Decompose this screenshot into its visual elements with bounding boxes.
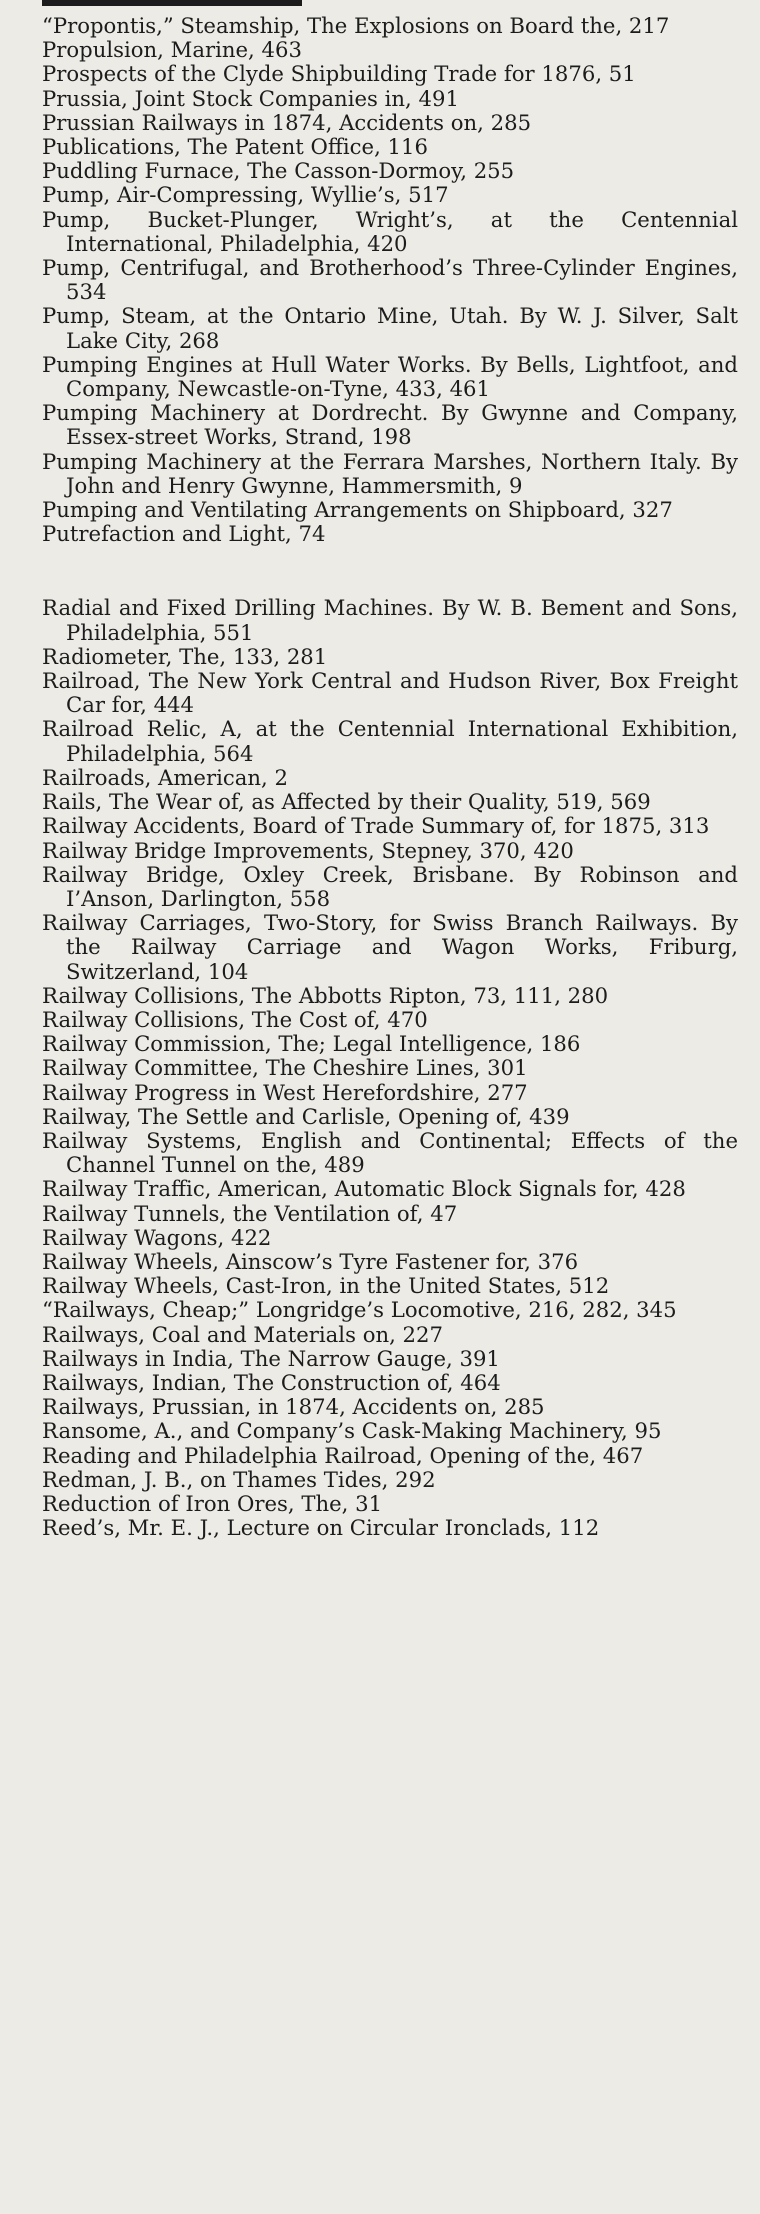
index-entry: Railway Wagons, 422 bbox=[42, 1224, 272, 1250]
index-entry: Railway Collisions, The Abbotts Ripton, 73, 111, 280 bbox=[42, 982, 609, 1008]
index-entry: Putrefaction and Light, 74 bbox=[42, 521, 326, 547]
index-entry: Railway Committee, The Cheshire Lines, 301 bbox=[42, 1055, 528, 1081]
index-entry: Radiometer, The, 133, 281 bbox=[42, 643, 328, 669]
index-entry: Railway Tunnels, the Ventilation of, 47 bbox=[42, 1200, 458, 1226]
index-entry: Railways, Coal and Materials on, 227 bbox=[42, 1321, 444, 1347]
index-entry: Railway Wheels, Ainscow’s Tyre Fastener for, 376 bbox=[42, 1248, 579, 1274]
index-entry: Railway Bridge Improvements, Stepney, 370, 420 bbox=[42, 837, 574, 863]
index-entry: Railway, The Settle and Carlisle, Opening of, 439 bbox=[42, 1103, 570, 1129]
index-entry: Pumping Engines at Hull Water Works. By Bells, Lightfoot, and Company, Newcastle-on-Tyne, 433, 461 bbox=[42, 351, 738, 402]
index-entry: Prussian Railways in 1874, Accidents on, 285 bbox=[42, 109, 532, 135]
index-entry: Railway Traffic, American, Automatic Block Signals for, 428 bbox=[42, 1176, 686, 1202]
index-entry: Radial and Fixed Drilling Machines. By W. B. Bement and Sons, Philadelphia, 551 bbox=[42, 595, 738, 645]
index-entry: Railway Commission, The; Legal Intelligence, 186 bbox=[42, 1031, 581, 1057]
index-entry: Pump, Bucket-Plunger, Wright’s, at the Centennial International, Philadelphia, 420 bbox=[42, 206, 738, 256]
top-rule bbox=[42, 0, 302, 6]
index-section-r bbox=[42, 596, 738, 1540]
index-entry: Railway Collisions, The Cost of, 470 bbox=[42, 1006, 428, 1032]
index-entry: Pumping Machinery at Dordrecht. By Gwynne and Company, Essex-street Works, Strand, 198 bbox=[42, 400, 738, 450]
index-entry: Puddling Furnace, The Casson-Dormoy, 255 bbox=[42, 158, 515, 184]
index-entry: Railroad, The New York Central and Hudson River, Box Freight Car for, 444 bbox=[42, 668, 738, 718]
index-entry: “Railways, Cheap;” Longridge’s Locomotive, 216, 282, 345 bbox=[42, 1297, 677, 1323]
index-entry: Railroads, American, 2 bbox=[42, 764, 288, 790]
index-entry: Reed’s, Mr. E. J., Lecture on Circular Ironclads, 112 bbox=[42, 1515, 600, 1541]
index-entry: Pump, Centrifugal, and Brotherhood’s Three-Cylinder Engines, 534 bbox=[42, 255, 738, 305]
index-entry: Railways, Prussian, in 1874, Accidents on, 285 bbox=[42, 1394, 545, 1420]
index-entry: Rails, The Wear of, as Affected by their Quality, 519, 569 bbox=[42, 789, 651, 815]
index-entry: Railway Carriages, Two-Story, for Swiss Branch Railways. By the Railway Carriage and Wagon Works, Friburg, Switzerland, 104 bbox=[42, 910, 738, 984]
index-entry: Pumping and Ventilating Arrangements on Shipboard, 327 bbox=[42, 497, 673, 523]
index-entry: Pumping Machinery at the Ferrara Marshes, Northern Italy. By John and Henry Gwynne, Hammersmith, 9 bbox=[42, 448, 738, 498]
section-gap bbox=[42, 546, 738, 596]
index-entry: Railways in India, The Narrow Gauge, 391 bbox=[42, 1345, 500, 1371]
index-entry: Pump, Air-Compressing, Wyllie’s, 517 bbox=[42, 182, 449, 208]
index-entry: “Propontis,” Steamship, The Explosions on Board the, 217 bbox=[42, 13, 670, 38]
index-entry: Pump, Steam, at the Ontario Mine, Utah. By W. J. Silver, Salt Lake City, 268 bbox=[42, 303, 738, 353]
index-entry: Railway Accidents, Board of Trade Summary of, for 1875, 313 bbox=[42, 813, 710, 839]
index-entry: Railway Wheels, Cast-Iron, in the United States, 512 bbox=[42, 1273, 610, 1299]
index-entry: Prussia, Joint Stock Companies in, 491 bbox=[42, 85, 459, 111]
index-entry: Railway Progress in West Herefordshire, 277 bbox=[42, 1079, 528, 1105]
index-entry: Redman, J. B., on Thames Tides, 292 bbox=[42, 1466, 436, 1492]
index-entry: Publications, The Patent Office, 116 bbox=[42, 134, 428, 160]
index-entry: Reading and Philadelphia Railroad, Opening of the, 467 bbox=[42, 1442, 644, 1468]
index-entry: Reduction of Iron Ores, The, 31 bbox=[42, 1490, 383, 1516]
index-entry: Ransome, A., and Company’s Cask-Making Machinery, 95 bbox=[42, 1418, 662, 1444]
index-entry: Railway Bridge, Oxley Creek, Brisbane. By Robinson and I’Anson, Darlington, 558 bbox=[42, 861, 738, 911]
index-entry: Prospects of the Clyde Shipbuilding Trade for 1876, 51 bbox=[42, 61, 636, 87]
index-entry: Railway Systems, English and Continental; Effects of the Channel Tunnel on the, 489 bbox=[42, 1127, 738, 1178]
index-entry: Railroad Relic, A, at the Centennial International Exhibition, Philadelphia, 564 bbox=[42, 716, 738, 766]
index-entry: Propulsion, Marine, 463 bbox=[42, 37, 302, 63]
index-entry: Railways, Indian, The Construction of, 464 bbox=[42, 1369, 501, 1395]
index-section-p bbox=[42, 14, 738, 546]
